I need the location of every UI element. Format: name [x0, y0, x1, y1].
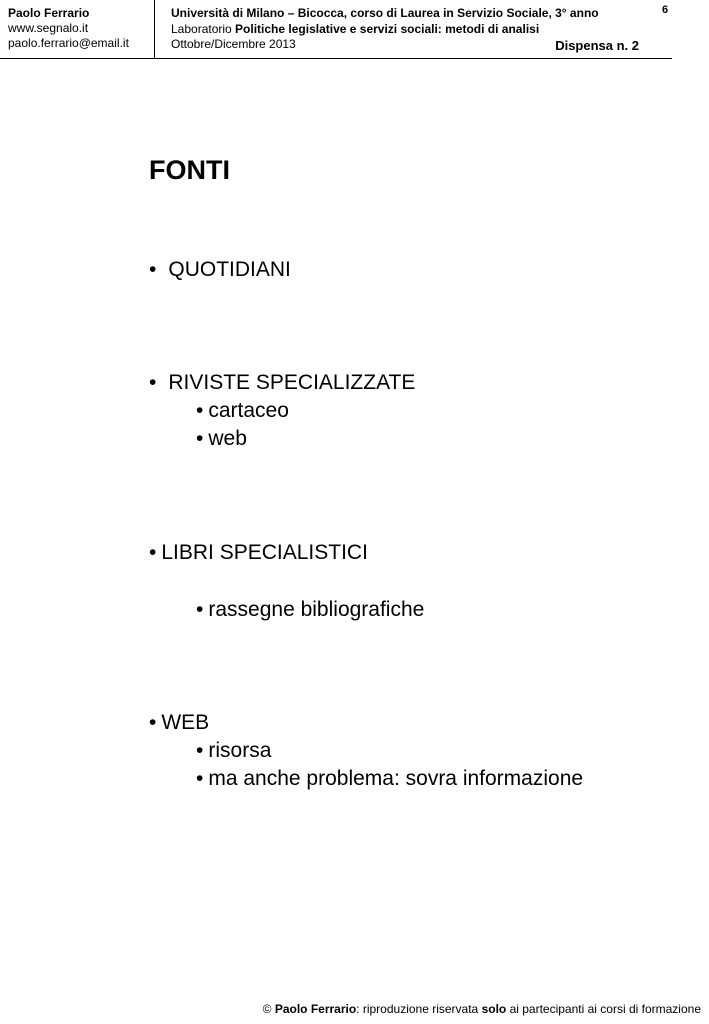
page-footer: [263, 1002, 701, 1017]
sub-item-risorsa: [196, 737, 271, 765]
sub-item-label: ma anche problema: sovra informazione: [208, 767, 584, 790]
author-website: www.segnalo.it: [8, 21, 89, 35]
list-item-label: RIVISTE SPECIALIZZATE: [168, 371, 416, 394]
sub-item-label: web: [208, 427, 247, 450]
university-line: Università di Milano – Bicocca, corso di Laurea in Servizio Sociale, 3° anno: [171, 6, 599, 20]
page-number: 6: [662, 4, 669, 16]
author-email: paolo.ferrario@email.it: [8, 36, 129, 50]
author-name: Paolo Ferrario: [8, 6, 90, 20]
bullet-icon: •: [196, 598, 204, 621]
bullet-icon: •: [196, 427, 204, 450]
page-header: [0, 0, 672, 59]
list-item-libri: [149, 539, 368, 567]
list-item-quotidiani: [149, 256, 291, 284]
bullet-icon: •: [196, 399, 204, 422]
bullet-icon: •: [149, 371, 157, 394]
dispensa-label: Dispensa n. 2: [555, 38, 639, 53]
bullet-icon: •: [196, 739, 204, 762]
list-item-web: [149, 709, 209, 737]
footer-text-before: : riproduzione riservata: [356, 1002, 482, 1016]
lab-title: Politiche legislative e servizi sociali: metodi di analisi: [235, 21, 540, 36]
list-item-label: LIBRI SPECIALISTICI: [161, 541, 368, 564]
sub-item-label: risorsa: [208, 739, 272, 762]
bullet-icon: •: [149, 258, 157, 281]
page-title: FONTI: [149, 155, 230, 185]
list-item-riviste: [149, 369, 415, 397]
sub-item-problema: [196, 765, 583, 793]
bullet-icon: •: [149, 711, 157, 734]
bullet-icon: •: [149, 541, 157, 564]
sub-item-cartaceo: [196, 397, 289, 425]
footer-author: Paolo Ferrario: [274, 1002, 357, 1016]
course-block: [171, 6, 651, 58]
footer-text-after: ai partecipanti ai corsi di formazione: [506, 1002, 701, 1016]
bullet-icon: •: [196, 767, 204, 790]
copyright-symbol: ©: [262, 1002, 275, 1016]
lab-line: [171, 22, 651, 38]
lab-prefix: Laboratorio: [171, 21, 236, 36]
list-item-label: WEB: [161, 711, 210, 734]
sub-item-label: rassegne bibliografiche: [208, 598, 425, 621]
sub-item-label: cartaceo: [208, 399, 289, 422]
list-item-label: QUOTIDIANI: [168, 258, 291, 281]
sub-item-rassegne: [196, 596, 424, 624]
header-divider: [154, 0, 155, 58]
author-block: [8, 6, 154, 58]
footer-emphasis: solo: [481, 1002, 507, 1016]
period-line: Ottobre/Dicembre 2013: [171, 37, 296, 51]
sub-item-web: [196, 425, 247, 453]
